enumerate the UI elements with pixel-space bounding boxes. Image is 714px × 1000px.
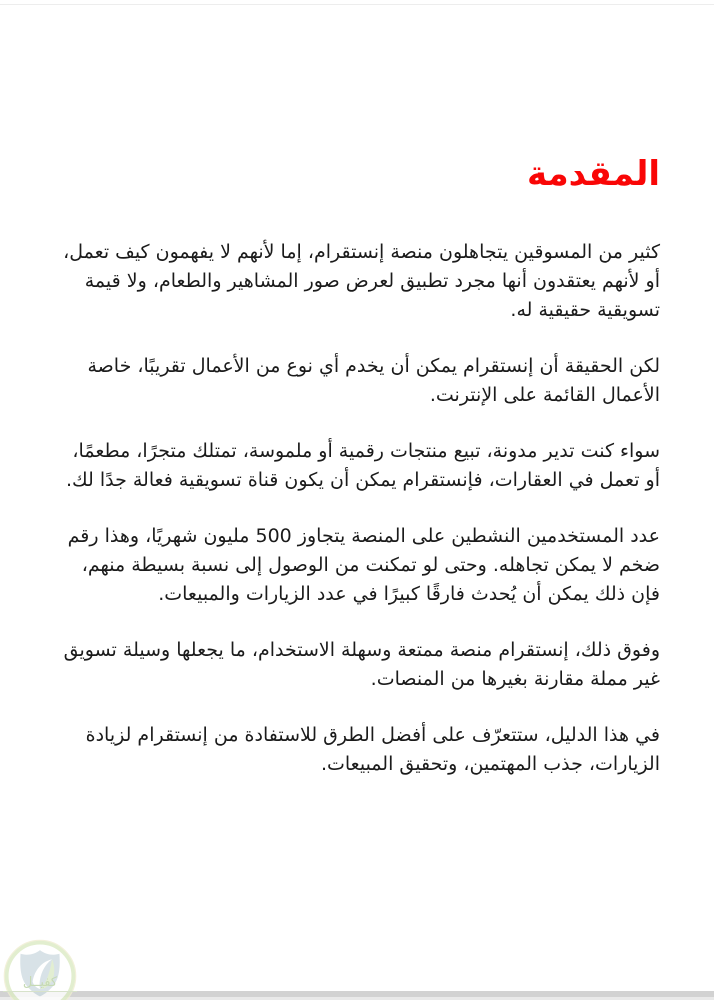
watermark-logo bbox=[3, 939, 77, 1000]
paragraph-truth-any-business: لكن الحقيقة أن إنستقرام يمكن أن يخدم أي نوع من الأعمال تقريبًا، خاصة الأعمال القائمة على الإنترنت. bbox=[87, 355, 660, 406]
paragraph-fun-platform: وفوق ذلك، إنستقرام منصة ممتعة وسهلة الاستخدام، ما يجعلها وسيلة تسويق غير مملة مقارنة بغيرها من المنصات. bbox=[63, 639, 660, 690]
paragraph-active-users: عدد المستخدمين النشطين على المنصة يتجاوز 500 مليون شهريًا، وهذا رقم ضخم لا يمكن تجاهله. وحتى لو تمكنت من الوصول إلى نسبة بسيطة منهم، فإن ذلك يمكن أن يُحدث فارقًا كبيرًا في عدد الزيارات والمبيعات. bbox=[67, 525, 660, 605]
page-title: المقدمة bbox=[527, 154, 660, 194]
document-body bbox=[54, 238, 660, 806]
watermark-brand-label: كفيــل bbox=[3, 975, 77, 992]
paragraph-business-types: سواء كنت تدير مدونة، تبيع منتجات رقمية أو ملموسة، تمتلك متجرًا، مطعمًا، أو تعمل في العقارات، فإنستقرام يمكن أن يكون قناة تسويقية فعالة جدًا لك. bbox=[65, 440, 660, 491]
paragraph-intro-marketers: كثير من المسوقين يتجاهلون منصة إنستقرام، إما لأنهم لا يفهمون كيف تعمل، أو لأنهم يعتقدون أنها مجرد تطبيق لعرض صور المشاهير والطعام، ولا قيمة تسويقية حقيقية له. bbox=[63, 241, 660, 321]
page-top-edge bbox=[0, 4, 714, 5]
paragraph-guide-goals: في هذا الدليل، ستتعرّف على أفضل الطرق للاستفادة من إنستقرام لزيادة الزيارات، جذب المهتمين، وتحقيق المبيعات. bbox=[85, 724, 660, 775]
